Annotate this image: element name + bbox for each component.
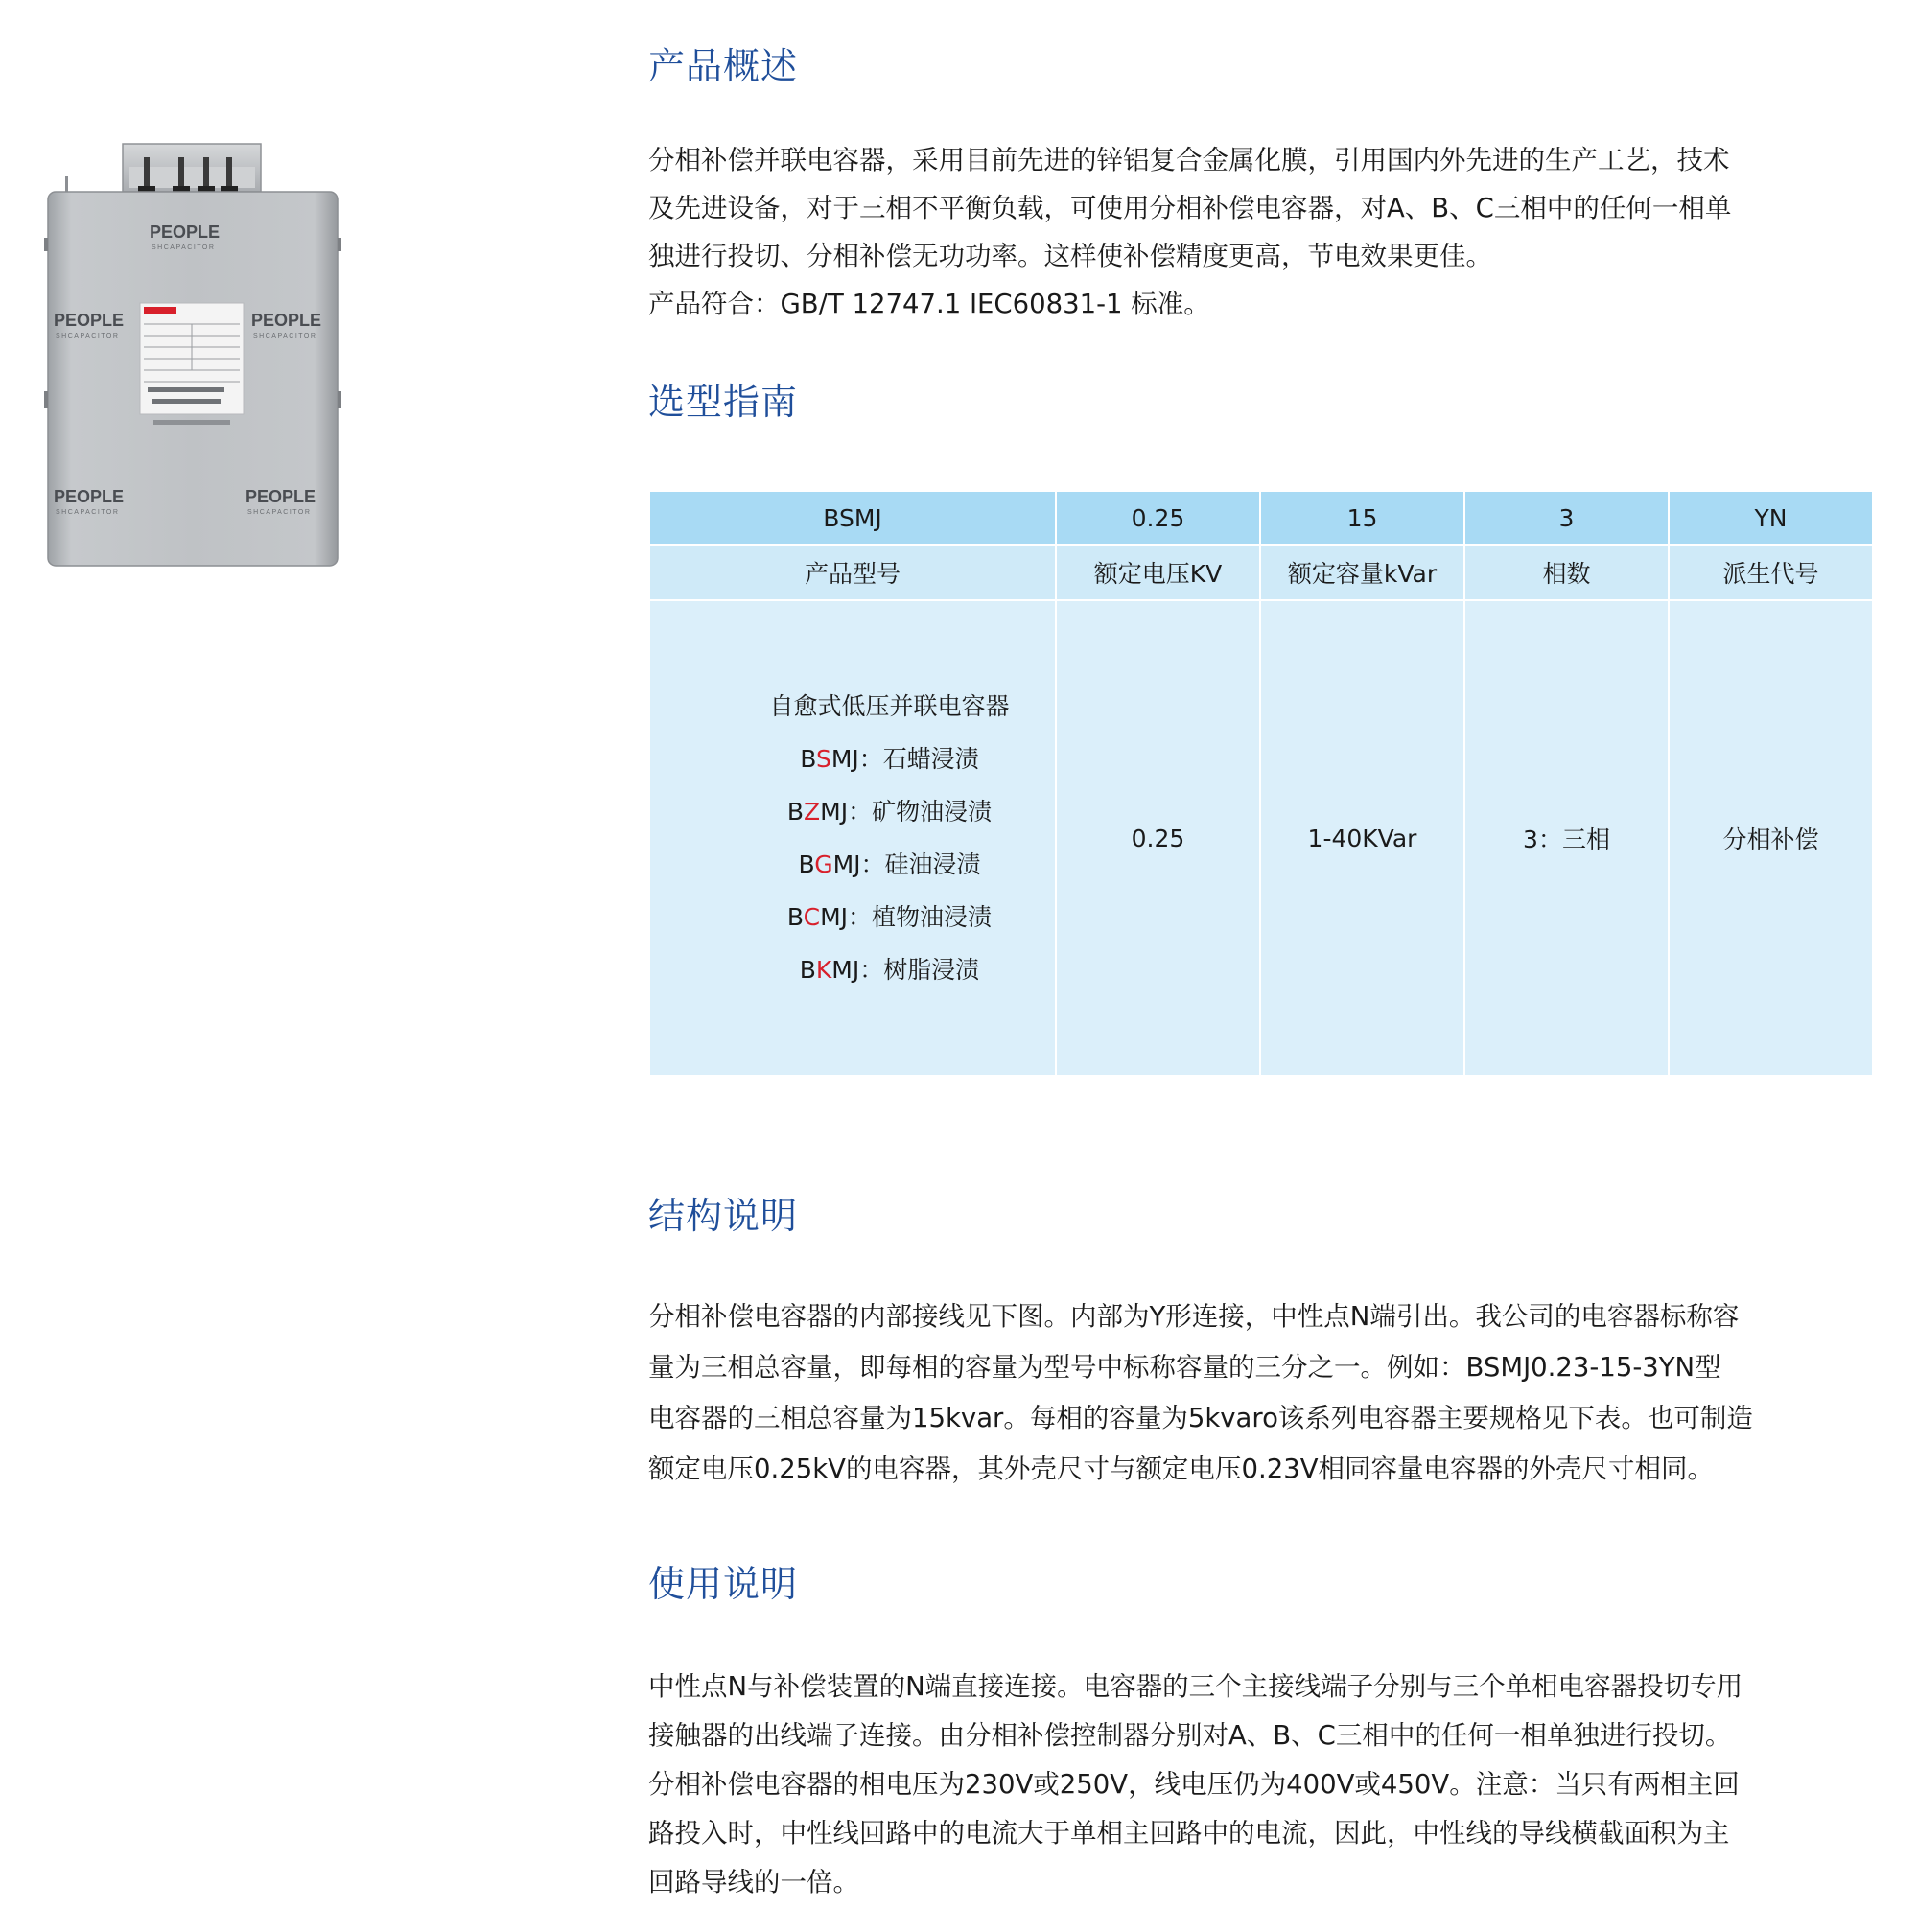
type-item: BGMJ：硅油浸渍 <box>798 850 981 878</box>
type-heading: 自愈式低压并联电容器 <box>769 692 1010 720</box>
structure-line: 电容器的三相总容量为15kvar。每相的容量为5kvaro该系列电容器主要规格见下表。也可制造 <box>648 1403 1753 1433</box>
name-cell-capacity: 额定容量kVar <box>1260 545 1464 600</box>
name-cell-voltage: 额定电压KV <box>1056 545 1260 600</box>
type-item: BCMJ：植物油浸渍 <box>786 903 993 931</box>
svg-text:PEOPLE: PEOPLE <box>150 222 221 242</box>
code-cell-derivative: YN <box>1669 491 1873 545</box>
svg-text:PEOPLE: PEOPLE <box>251 311 322 330</box>
structure-line: 分相补偿电容器的内部接线见下图。内部为Y形连接，中性点N端引出。我公司的电容器标称容 <box>648 1301 1740 1332</box>
type-item: BZMJ：矿物油浸渍 <box>786 798 993 826</box>
code-cell-voltage: 0.25 <box>1056 491 1260 545</box>
type-list-cell <box>649 600 1056 1076</box>
overview-title: 产品概述 <box>648 45 799 87</box>
svg-text:SHCAPACITOR: SHCAPACITOR <box>253 333 317 339</box>
type-item: BKMJ：树脂浸渍 <box>799 956 980 984</box>
usage-text <box>648 1663 1885 1907</box>
capacity-value: 1-40KVar <box>1260 600 1464 1076</box>
overview-standards-line: 产品符合：GB/T 12747.1 IEC60831-1 标准。 <box>648 289 1210 319</box>
usage-line: 路投入时，中性线回路中的电流大于单相主回路中的电流，因此，中性线的导线横截面积为主 <box>648 1818 1730 1849</box>
overview-line: 及先进设备，对于三相不平衡负载，可使用分相补偿电容器，对A、B、C三相中的任何一相单 <box>648 193 1732 223</box>
usage-line: 分相补偿电容器的相电压为230V或250V，线电压仍为400V或450V。注意：当只有两相主回 <box>648 1769 1740 1800</box>
svg-text:PEOPLE: PEOPLE <box>246 487 316 506</box>
detail-row <box>649 600 1873 1076</box>
svg-text:SHCAPACITOR: SHCAPACITOR <box>247 509 312 516</box>
capacitor-product-image <box>44 142 341 570</box>
svg-text:PEOPLE: PEOPLE <box>54 311 125 330</box>
svg-text:SHCAPACITOR: SHCAPACITOR <box>56 333 120 339</box>
usage-line: 回路导线的一倍。 <box>648 1867 859 1897</box>
svg-text:SHCAPACITOR: SHCAPACITOR <box>56 509 120 516</box>
structure-line: 额定电压0.25kV的电容器，其外壳尺寸与额定电压0.23V相同容量电容器的外壳尺寸相同。 <box>648 1454 1715 1484</box>
name-row <box>649 545 1873 600</box>
usage-line: 接触器的出线端子连接。由分相补偿控制器分别对A、B、C三相中的任何一相单独进行投切。 <box>648 1720 1732 1751</box>
selection-table <box>648 490 1874 1077</box>
overview-line: 独进行投切、分相补偿无功功率。这样使补偿精度更高，节电效果更佳。 <box>648 241 1492 271</box>
name-cell-derivative: 派生代号 <box>1669 545 1873 600</box>
name-cell-phases: 相数 <box>1464 545 1669 600</box>
name-cell-model: 产品型号 <box>649 545 1056 600</box>
code-cell-phases: 3 <box>1464 491 1669 545</box>
overview-line: 分相补偿并联电容器，采用目前先进的锌铝复合金属化膜，引用国内外先进的生产工艺，技术 <box>648 145 1730 175</box>
derivative-value: 分相补偿 <box>1669 600 1873 1076</box>
voltage-value: 0.25 <box>1056 600 1260 1076</box>
structure-line: 量为三相总容量，即每相的容量为型号中标称容量的三分之一。例如：BSMJ0.23-15-3YN型 <box>648 1352 1721 1383</box>
phases-value: 3：三相 <box>1464 600 1669 1076</box>
svg-text:PEOPLE: PEOPLE <box>54 487 125 506</box>
code-row <box>649 491 1873 545</box>
usage-line: 中性点N与补偿装置的N端直接连接。电容器的三个主接线端子分别与三个单相电容器投切专用 <box>648 1671 1743 1702</box>
structure-title: 结构说明 <box>648 1195 799 1237</box>
usage-title: 使用说明 <box>648 1563 799 1605</box>
code-cell-model: BSMJ <box>649 491 1056 545</box>
structure-text <box>648 1292 1885 1495</box>
overview-text <box>648 136 1885 328</box>
code-cell-capacity: 15 <box>1260 491 1464 545</box>
svg-text:SHCAPACITOR: SHCAPACITOR <box>152 244 216 251</box>
selection-title: 选型指南 <box>648 381 799 423</box>
type-item: BSMJ：石蜡浸渍 <box>800 745 979 773</box>
